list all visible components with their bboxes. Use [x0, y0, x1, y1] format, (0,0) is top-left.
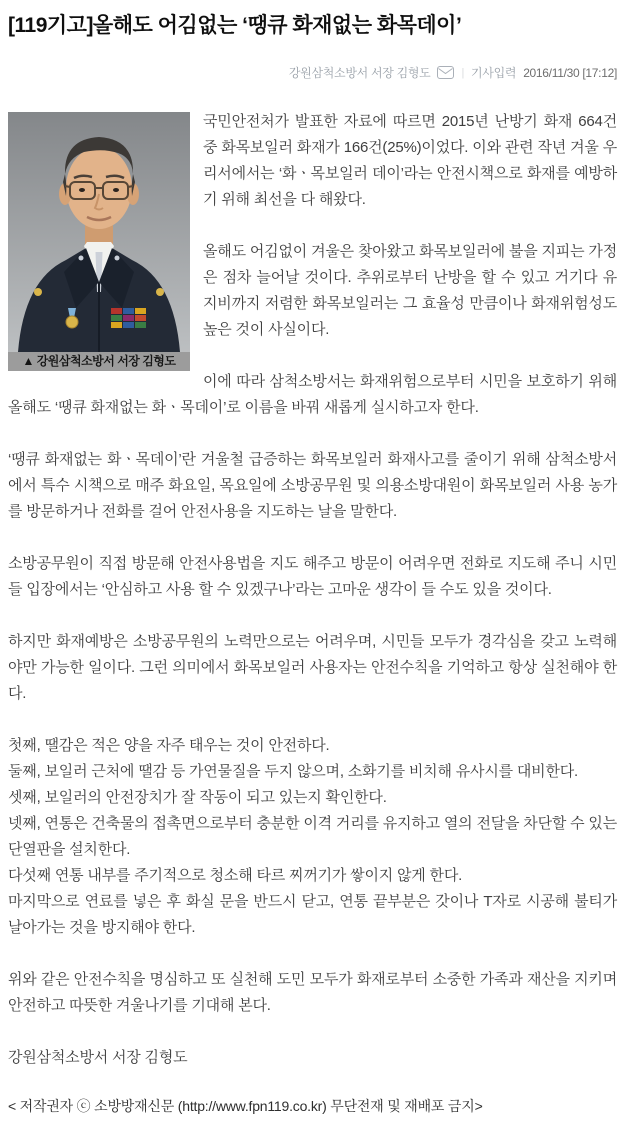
- safety-rule-5: 다섯째 연통 내부를 주기적으로 청소해 타르 찌꺼기가 쌓이지 않게 한다.: [8, 867, 463, 885]
- photo-caption: ▲ 강원삼척소방서 서장 김형도: [8, 352, 190, 371]
- paragraph-2: 올해도 어김없이 겨울은 찾아왔고 화목보일러에 불을 지피는 가정은 점차 늘어날 것이다. 추위로부터 난방을 할 수 있고 거기다 유지비까지 저렴한 화목보일러는 그 효율성 만큼이나 화재위험성도 높은 것이 사실이다.: [203, 243, 617, 339]
- article-title: [119기고]올해도 어김없는 ‘땡큐 화재없는 화목데이’: [8, 14, 462, 37]
- safety-rule-6: 마지막으로 연료를 넣은 후 화실 문을 반드시 닫고, 연통 끝부분은 갓이나 T자로 시공해 불티가 날아가는 것을 방지해야 한다.: [8, 893, 617, 937]
- paragraph-3: 이에 따라 삼척소방서는 화재위험으로부터 시민을 보호하기 위해 올해도 ‘땡큐 화재없는 화ㆍ목데이’로 이름을 바꿔 새롭게 실시하고자 한다.: [8, 373, 617, 417]
- envelope-icon[interactable]: [437, 66, 454, 79]
- paragraph-5: 소방공무원이 직접 방문해 안전사용법을 지도 해주고 방문이 어려우면 전화로 지도해 주니 시민들 입장에서는 ‘안심하고 사용 할 수 있겠구나’라는 고마운 생각이 들 수도 있을 것이다.: [8, 555, 617, 599]
- paragraph-1: 국민안전처가 발표한 자료에 따르면 2015년 난방기 화재 664건 중 화목보일러 화재가 166건(25%)이었다. 이와 관련 작년 겨울 우리서에서는 ‘화ㆍ목보일러 데이’라는 안전시책으로 화재를 예방하기 위해 최선을 다 해왔다.: [203, 113, 617, 209]
- byline-divider: |: [461, 66, 465, 79]
- paragraph-4: ‘땡큐 화재없는 화ㆍ목데이’란 겨울철 급증하는 화목보일러 화재사고를 줄이기 위해 삼척소방서에서 특수 시책으로 매주 화요일, 목요일에 소방공무원 및 의용소방대원이 화목보일러 사용 농가를 방문하거나 전화를 걸어 안전사용을 지도하는 날을 말한다.: [8, 451, 617, 521]
- article-body: [8, 109, 617, 1119]
- safety-rule-2: 둘째, 보일러 근처에 땔감 등 가연물질을 두지 않으며, 소화기를 비치해 유사시를 대비한다.: [8, 763, 578, 781]
- safety-rules-list: [8, 733, 617, 941]
- byline: [8, 64, 617, 81]
- officer-photo-figure: [8, 112, 190, 371]
- byline-author-link[interactable]: 강원삼척소방서 서장 김형도: [288, 66, 431, 81]
- safety-rule-4: 넷째, 연통은 건축물의 접촉면으로부터 충분한 이격 거리를 유지하고 열의 전달을 차단할 수 있는 단열판을 설치한다.: [8, 815, 617, 859]
- paragraph-6: 하지만 화재예방은 소방공무원의 노력만으로는 어려우며, 시민들 모두가 경각심을 갖고 노력해야만 가능한 일이다. 그런 의미에서 화목보일러 사용자는 안전수칙을 기억하고 항상 실천해야 한다.: [8, 633, 617, 703]
- copyright-notice: < 저작권자 ⓒ 소방방재신문 (http://www.fpn119.co.kr) 무단전재 및 재배포 금지>: [8, 1098, 483, 1115]
- safety-rule-1: 첫째, 땔감은 적은 양을 자주 태우는 것이 안전하다.: [8, 737, 330, 755]
- published-date: 2016/11/30 [17:12]: [523, 65, 617, 80]
- closing-paragraph: 위와 같은 안전수칙을 명심하고 또 실천해 도민 모두가 화재로부터 소중한 가족과 재산을 지키며 안전하고 따뜻한 겨울나기를 기대해 본다.: [8, 971, 617, 1015]
- published-label: 기사입력: [471, 66, 517, 81]
- author-signature: 강원삼척소방서 서장 김형도: [8, 1049, 188, 1067]
- safety-rule-3: 셋째, 보일러의 안전장치가 잘 작동이 되고 있는지 확인한다.: [8, 789, 387, 807]
- officer-portrait-image: [8, 112, 190, 352]
